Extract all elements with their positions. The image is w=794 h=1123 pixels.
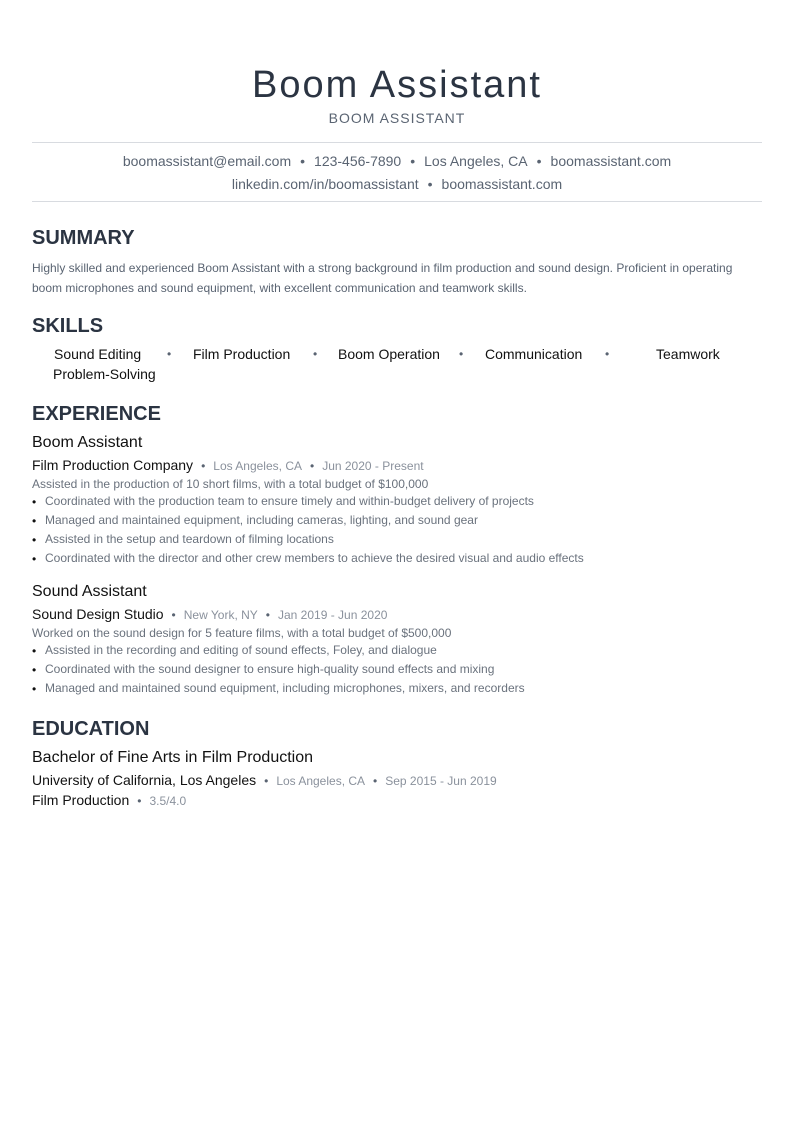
separator-dot: • xyxy=(605,347,610,361)
separator-dot: • xyxy=(313,347,318,361)
summary-text: Highly skilled and experienced Boom Assistant with a strong background in film production and sound design. Proficient in operating boom microphones and sound equipment, with excellent communication and teamwork skills. xyxy=(32,261,733,295)
field-of-study: Film Production xyxy=(32,792,130,808)
separator-dot: • xyxy=(201,459,206,473)
header-divider-top xyxy=(32,142,762,143)
contact-line-2 xyxy=(32,175,762,193)
separator-dot: • xyxy=(410,153,416,169)
list-item xyxy=(32,679,525,698)
education-field-row xyxy=(32,791,186,810)
list-item xyxy=(32,530,584,549)
separator-dot: • xyxy=(171,608,176,622)
degree-title: Bachelor of Fine Arts in Film Production xyxy=(32,749,314,766)
job-title: Sound Assistant xyxy=(32,583,147,600)
job-dates: Jun 2020 - Present xyxy=(322,459,424,473)
separator-dot: • xyxy=(459,347,464,361)
bullet-icon: • xyxy=(32,644,37,658)
list-item xyxy=(32,549,584,568)
separator-dot: • xyxy=(167,347,172,361)
contact-email[interactable]: boomassistant@email.com xyxy=(122,153,292,169)
contact-location: Los Angeles, CA xyxy=(424,153,528,169)
bullet-text: Coordinated with the production team to ensure timely and within-budget delivery of projects xyxy=(45,494,534,508)
list-item xyxy=(32,660,525,679)
job-meta xyxy=(32,456,424,475)
bullet-icon: • xyxy=(32,663,37,677)
header-divider-bottom xyxy=(32,201,762,202)
skill-item: Teamwork xyxy=(656,346,720,362)
education-dates: Sep 2015 - Jun 2019 xyxy=(385,774,497,788)
company-name: Sound Design Studio xyxy=(32,606,164,622)
job-bullets xyxy=(32,641,525,698)
candidate-name: Boom Assistant xyxy=(252,64,542,106)
bullet-text: Coordinated with the director and other crew members to achieve the desired visual and audio effects xyxy=(45,551,584,565)
contact-line-1 xyxy=(32,152,762,170)
gpa: 3.5/4.0 xyxy=(149,794,187,808)
candidate-role: BOOM ASSISTANT xyxy=(328,110,466,126)
contact-website[interactable]: boomassistant.com xyxy=(550,153,672,169)
separator-dot: • xyxy=(264,774,269,788)
contact-linkedin[interactable]: linkedin.com/in/boomassistant xyxy=(231,176,419,192)
contact-phone[interactable]: 123-456-7890 xyxy=(314,153,402,169)
company-name: Film Production Company xyxy=(32,457,194,473)
bullet-icon: • xyxy=(32,514,37,528)
separator-dot: • xyxy=(536,153,542,169)
summary-heading: SUMMARY xyxy=(32,227,135,249)
bullet-text: Managed and maintained sound equipment, including microphones, mixers, and recorders xyxy=(45,681,525,695)
list-item xyxy=(32,492,584,511)
bullet-icon: • xyxy=(32,682,37,696)
bullet-icon: • xyxy=(32,495,37,509)
job-dates: Jan 2019 - Jun 2020 xyxy=(278,608,388,622)
bullet-text: Assisted in the recording and editing of sound effects, Foley, and dialogue xyxy=(45,643,437,657)
job-bullets xyxy=(32,492,584,568)
skill-item: Film Production xyxy=(193,346,291,362)
skill-item: Communication xyxy=(485,346,583,362)
job-location: New York, NY xyxy=(183,608,258,622)
skill-item: Problem-Solving xyxy=(53,366,156,382)
school-location: Los Angeles, CA xyxy=(276,774,366,788)
job-description: Assisted in the production of 10 short films, with a total budget of $100,000 xyxy=(32,477,429,491)
school-name: University of California, Los Angeles xyxy=(32,772,257,788)
bullet-icon: • xyxy=(32,533,37,547)
job-description: Worked on the sound design for 5 feature films, with a total budget of $500,000 xyxy=(32,626,452,640)
bullet-icon: • xyxy=(32,552,37,566)
skills-heading: SKILLS xyxy=(32,315,104,337)
education-heading: EDUCATION xyxy=(32,718,150,740)
separator-dot: • xyxy=(265,608,270,622)
job-title: Boom Assistant xyxy=(32,434,143,451)
bullet-text: Assisted in the setup and teardown of filming locations xyxy=(45,532,334,546)
bullet-text: Managed and maintained equipment, including cameras, lighting, and sound gear xyxy=(45,513,478,527)
job-meta xyxy=(32,605,387,624)
skill-item: Sound Editing xyxy=(54,346,142,362)
separator-dot: • xyxy=(137,794,142,808)
list-item xyxy=(32,511,584,530)
separator-dot: • xyxy=(310,459,315,473)
contact-website-2[interactable]: boomassistant.com xyxy=(441,176,563,192)
bullet-text: Coordinated with the sound designer to ensure high-quality sound effects and mixing xyxy=(45,662,495,676)
separator-dot: • xyxy=(300,153,306,169)
job-location: Los Angeles, CA xyxy=(213,459,302,473)
education-meta xyxy=(32,771,497,790)
separator-dot: • xyxy=(373,774,378,788)
skills-list xyxy=(32,345,762,385)
skill-item: Boom Operation xyxy=(338,346,440,362)
separator-dot: • xyxy=(427,176,433,192)
list-item xyxy=(32,641,525,660)
experience-heading: EXPERIENCE xyxy=(32,403,161,425)
